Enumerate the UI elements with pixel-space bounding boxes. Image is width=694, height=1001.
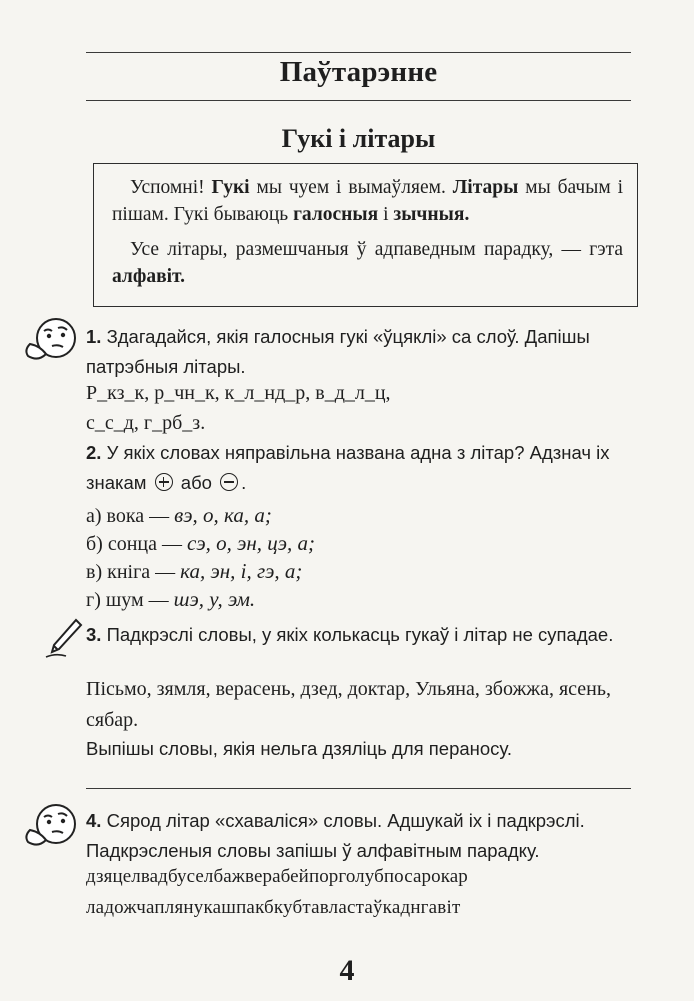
exercise-2-item: а) вока — вэ, о, ка, а; (86, 503, 272, 527)
letter-grid-line-1: дзяцелвадбуселбажверабейпорголубпосарокар (86, 866, 468, 887)
exercise-4-text: 4. Сярод літар «схаваліся» словы. Адшукай іх і падкрэслі. Падкрэсленыя словы запішы ў алфавітным парадку. (86, 810, 585, 861)
thinking-face-icon (22, 314, 82, 366)
letter-grid-line-2: ладожчаплянукашпакбкубтавластаўкаднгавіт (86, 897, 461, 918)
exercise-2-item: б) сонца — сэ, о, эн, цэ, а; (86, 531, 316, 555)
exercise-2-text: 2. У якіх словах няправільна названа адна з літар? Адзнач іх знакам або . (86, 442, 610, 493)
exercise-2-item: в) кніга — ка, эн, і, гэ, а; (86, 559, 303, 583)
top-rule (86, 52, 631, 53)
exercise-3-text: 3. Падкрэслі словы, у якіх колькасць гукаў і літар не супадае. (86, 624, 614, 645)
section-title: Гукі і літары (281, 124, 436, 153)
page-number: 4 (339, 954, 355, 987)
rule-box: Успомні! Гукі мы чуем і вымаўляем. Літары мы бачым і пішам. Гукі бываюць галосныя і зычныя. Усе літары, размешчаныя ў адпаведным парадку, — гэта алфавіт. (93, 163, 638, 307)
exercise-3-task: Выпішы словы, якія нельга дзяліць для пераносу. (86, 738, 512, 759)
exercise-1-line-2: с_с_д, г_рб_з. (86, 412, 206, 434)
minus-circle-icon (220, 473, 238, 491)
exercise-3-words: Пісьмо, зямля, верасень, дзед, доктар, Ульяна, збожжа, ясень, сябар. (86, 678, 611, 731)
exercise-1-line-1: Р_кз_к, р_чн_к, к_л_нд_р, в_д_л_ц, (86, 382, 391, 404)
title-rule (86, 100, 631, 101)
thinking-face-icon (22, 800, 82, 852)
pen-icon (44, 616, 84, 660)
plus-circle-icon (155, 473, 173, 491)
chapter-title: Паўтарэнне (279, 56, 438, 88)
section-rule (86, 788, 631, 789)
exercise-2-item: г) шум — шэ, у, эм. (86, 587, 256, 611)
exercise-1-text: 1. Здагадайся, якія галосныя гукі «ўцяклі» са слоў. Дапішы патрэбныя літары. (86, 326, 590, 377)
